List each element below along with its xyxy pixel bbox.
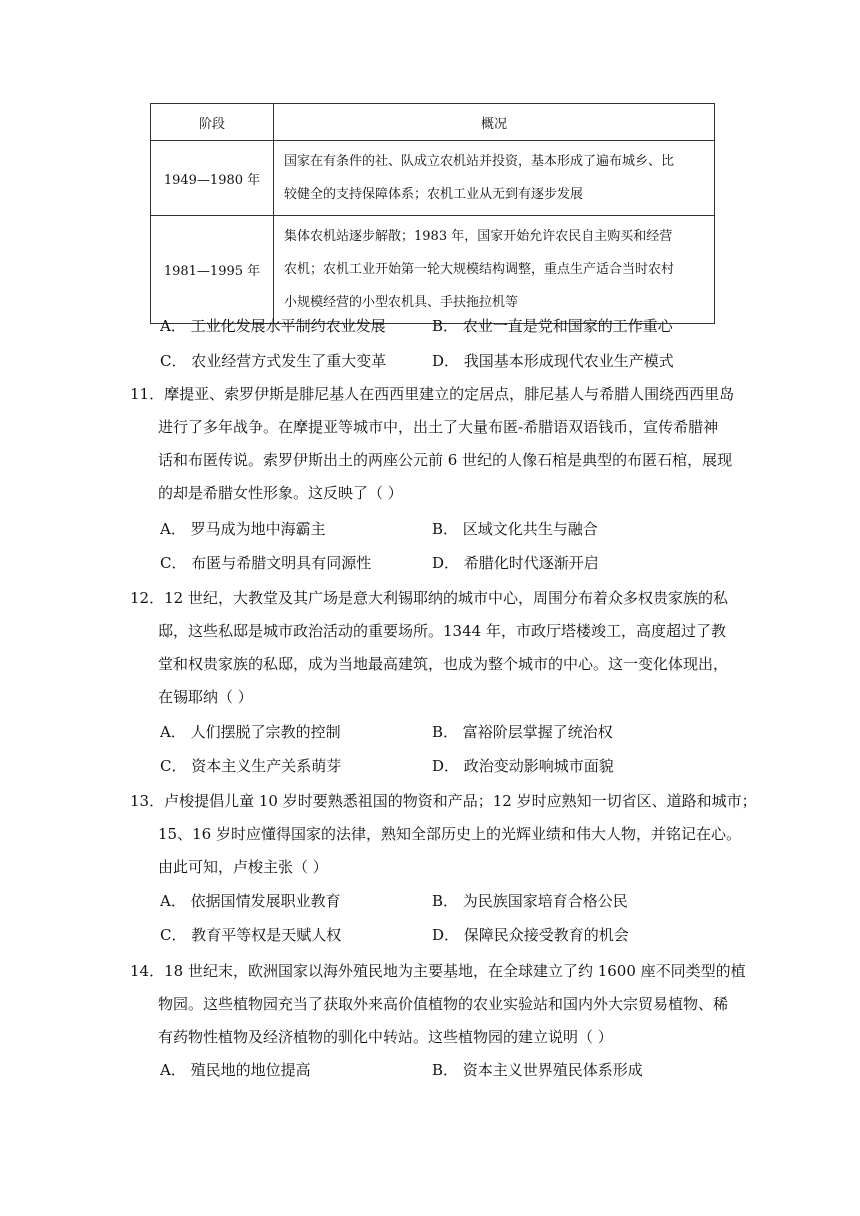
stage-cell: 1949—1980 年 xyxy=(151,141,274,216)
question-12-stem xyxy=(130,582,735,714)
q12-options-row-2 xyxy=(160,752,720,780)
question-line: 的却是希腊女性形象。这反映了（ ） xyxy=(158,484,403,502)
question-line: 在锡耶纳（ ） xyxy=(158,688,253,706)
overview-line: 集体农机站逐步解散；1983 年，国家开始允许农民自主购买和经营 xyxy=(284,229,673,244)
q10-option-a[interactable]: A． 工业化发展水平制约农业发展 xyxy=(160,317,386,335)
overview-line: 国家在有条件的社、队成立农机站并投资，基本形成了遍布城乡、比 xyxy=(284,154,675,169)
question-13-stem xyxy=(130,785,757,884)
q11-option-d[interactable]: D． 希腊化时代逐渐开启 xyxy=(432,554,599,572)
q10-option-d[interactable]: D． 我国基本形成现代农业生产模式 xyxy=(432,352,674,370)
question-line: 12．12 世纪，大教堂及其广场是意大利锡耶纳的城市中心，周围分布着众多权贵家族的私 xyxy=(130,589,728,607)
question-line: 15、16 岁时应懂得国家的法律，熟知全部历史上的光辉业绩和伟大人物，并铭记在心。 xyxy=(158,825,741,843)
q10-option-b[interactable]: B． 农业一直是党和国家的工作重心 xyxy=(432,317,673,335)
q13-option-b[interactable]: B． 为民族国家培育合格公民 xyxy=(432,892,628,910)
q13-option-c[interactable]: C． 教育平等权是天赋人权 xyxy=(160,926,342,944)
question-line: 话和布匿传说。索罗伊斯出土的两座公元前 6 世纪的人像石棺是典型的布匿石棺，展现 xyxy=(158,451,733,469)
overview-cell xyxy=(274,216,715,324)
q12-options-row-1 xyxy=(160,718,720,746)
q14-option-b[interactable]: B． 资本主义世界殖民体系形成 xyxy=(432,1061,643,1079)
q13-options-row-1 xyxy=(160,887,720,915)
question-line: 14．18 世纪末，欧洲国家以海外殖民地为主要基地，在全球建立了约 1600 座不同类型的植 xyxy=(130,962,746,980)
q13-option-a[interactable]: A． 依据国情发展职业教育 xyxy=(160,892,341,910)
question-line: 邸，这些私邸是城市政治活动的重要场所。1344 年，市政厅塔楼竣工，高度超过了教 xyxy=(158,622,726,640)
q12-option-c[interactable]: C． 资本主义生产关系萌芽 xyxy=(160,757,342,775)
overview-cell xyxy=(274,141,715,216)
q10-options-row-1 xyxy=(160,312,720,340)
q12-option-a[interactable]: A． 人们摆脱了宗教的控制 xyxy=(160,723,341,741)
q14-options-row-1 xyxy=(160,1056,720,1084)
overview-line: 较健全的支持保障体系；农机工业从无到有逐步发展 xyxy=(284,187,584,202)
question-line: 进行了多年战争。在摩提亚等城市中，出土了大量布匿-希腊语双语钱币，宣传希腊神 xyxy=(158,418,719,436)
q13-option-d[interactable]: D． 保障民众接受教育的机会 xyxy=(432,926,629,944)
q12-option-d[interactable]: D． 政治变动影响城市面貌 xyxy=(432,757,614,775)
q14-option-a[interactable]: A． 殖民地的地位提高 xyxy=(160,1061,311,1079)
q11-options-row-1 xyxy=(160,515,720,543)
question-line: 13．卢梭提倡儿童 10 岁时要熟悉祖国的物资和产品；12 岁时应熟知一切省区、道路和城市； xyxy=(130,792,757,810)
q11-options-row-2 xyxy=(160,549,720,577)
question-line: 11．摩提亚、索罗伊斯是腓尼基人在西西里建立的定居点，腓尼基人与希腊人围绕西西里岛 xyxy=(130,385,735,403)
question-line: 由此可知，卢梭主张（ ） xyxy=(158,858,328,876)
q12-option-b[interactable]: B． 富裕阶层掌握了统治权 xyxy=(432,723,613,741)
question-line: 有药物性植物及经济植物的驯化中转站。这些植物园的建立说明（ ） xyxy=(158,1028,613,1046)
q10-options-row-2 xyxy=(160,347,720,375)
question-14-stem xyxy=(130,955,746,1054)
overview-line: 农机；农机工业开始第一轮大规模结构调整，重点生产适合当时农村 xyxy=(284,262,675,277)
q11-option-c[interactable]: C． 布匿与希腊文明具有同源性 xyxy=(160,554,372,572)
development-stages-table xyxy=(150,103,715,324)
table-header-row xyxy=(151,104,715,141)
q13-options-row-2 xyxy=(160,921,720,949)
header-overview: 概况 xyxy=(274,104,715,141)
q11-option-b[interactable]: B． 区域文化共生与融合 xyxy=(432,520,598,538)
q10-option-c[interactable]: C． 农业经营方式发生了重大变革 xyxy=(160,352,387,370)
stage-cell: 1981—1995 年 xyxy=(151,216,274,324)
question-line: 堂和权贵家族的私邸，成为当地最高建筑，也成为整个城市的中心。这一变化体现出， xyxy=(158,655,729,673)
question-11-stem xyxy=(130,378,735,510)
overview-line: 小规模经营的小型农机具、手扶拖拉机等 xyxy=(284,295,519,310)
header-stage: 阶段 xyxy=(151,104,274,141)
table-row xyxy=(151,141,715,216)
q11-option-a[interactable]: A． 罗马成为地中海霸主 xyxy=(160,520,326,538)
table-row xyxy=(151,216,715,324)
question-line: 物园。这些植物园充当了获取外来高价值植物的农业实验站和国内外大宗贸易植物、稀 xyxy=(158,995,729,1013)
